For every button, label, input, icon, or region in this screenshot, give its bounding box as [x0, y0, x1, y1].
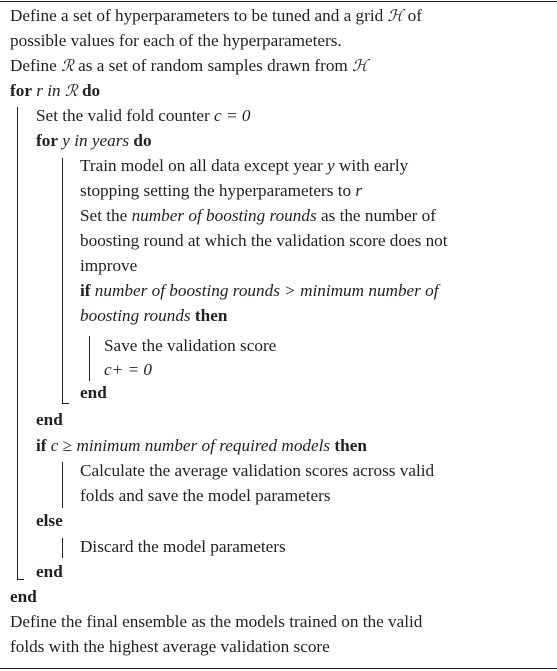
final-line-1: Define the final ensemble as the models trained on the valid	[10, 612, 423, 631]
outer-loop-bar-hook	[17, 579, 24, 580]
final-line-2: folds with the highest average validation score	[10, 637, 330, 656]
else-bar	[62, 538, 63, 558]
discard-line: Discard the model parameters	[80, 537, 286, 556]
check-if-line: if c ≥ minimum number of required models then	[36, 436, 367, 455]
inner-for-end: end	[36, 410, 63, 429]
intro-line-3: Define ℛ as a set of random samples drawn from ℋ	[10, 56, 368, 75]
inner-loop-bar	[62, 158, 63, 403]
calc-line-1: Calculate the average validation scores across valid	[80, 461, 435, 480]
intro-line-1: Define a set of hyperparameters to be tuned and a grid ℋ of	[10, 6, 422, 25]
inner-if-end: end	[80, 383, 107, 402]
save-score-line: Save the validation score	[104, 336, 277, 355]
outer-loop-bar	[17, 107, 18, 579]
inner-if-line-1: if number of boosting rounds > minimum number of	[80, 281, 439, 300]
train-line-1: Train model on all data except year y with early	[80, 156, 409, 175]
check-then-bar	[62, 462, 63, 508]
train-line-2: stopping setting the hyperparameters to r	[80, 181, 363, 200]
increment-line: c+ = 0	[104, 360, 153, 379]
inner-if-bar	[89, 336, 90, 381]
init-counter-line: Set the valid fold counter c = 0	[36, 106, 251, 125]
inner-for-header: for y in years do	[36, 131, 152, 150]
inner-loop-bar-hook	[62, 403, 69, 404]
else-line: else	[36, 511, 63, 530]
grid-symbol: ℋ	[387, 6, 404, 25]
outer-for-header: for r in ℛ do	[10, 81, 101, 100]
samples-symbol: ℛ	[61, 56, 74, 75]
set-rounds-line-2: boosting round at which the validation score does not	[80, 231, 448, 250]
set-rounds-line-3: improve	[80, 256, 138, 275]
intro-line-2: possible values for each of the hyperparameters.	[10, 31, 342, 50]
outer-for-end: end	[10, 587, 37, 606]
top-rule	[0, 1, 557, 2]
inner-if-line-2: boosting rounds then	[80, 306, 228, 325]
calc-line-2: folds and save the model parameters	[80, 486, 331, 505]
set-rounds-line-1: Set the number of boosting rounds as the number of	[80, 206, 436, 225]
bottom-rule	[0, 668, 557, 669]
check-end: end	[36, 562, 63, 581]
